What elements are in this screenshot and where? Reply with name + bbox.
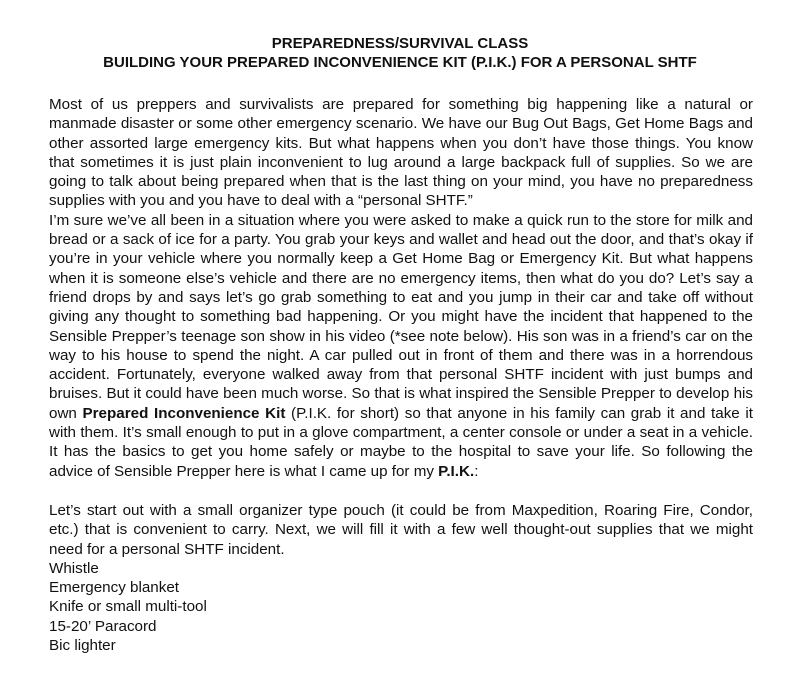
story-text-b: (P.I.K. for short) so that anyone in his family can grab it and take it with them. It’s small enough to put in a glove compartment, a center console or under a seat in a vehicle. It has the basics to get you home safely or maybe to the hospital to save your life. So following the advice of Sensible Prepper here is what I came up for my <box>49 404 753 480</box>
document-body <box>49 95 753 655</box>
supply-list <box>49 559 753 655</box>
pik-abbrev-bold: P.I.K. <box>438 462 475 480</box>
list-item: 15-20’ Paracord <box>49 617 157 635</box>
list-item: Emergency blanket <box>49 579 180 597</box>
pouch-paragraph: Let’s start out with a small organizer type pouch (it could be from Maxpedition, Roaring Fire, Condor, etc.) that is convenient to carry. Next, we will fill it with a few well thought-out supplies that we might need for a personal SHTF incident. <box>49 501 753 558</box>
intro-paragraph: Most of us preppers and survivalists are prepared for something big happening like a natural or manmade disaster or some other emergency scenario. We have our Bug Out Bags, Get Home Bags and other assorted large emergency kits. But what happens when you don’t have those things. You know that sometimes it is just plain inconvenient to lug around a large backpack full of supplies. So we are going to talk about being prepared when that is the last thing on your mind, you have no preparedness supplies with you and you have to deal with a “personal SHTF.” <box>49 96 753 210</box>
pik-name-bold: Prepared Inconvenience Kit <box>82 404 286 422</box>
story-paragraph <box>49 211 753 481</box>
class-title: PREPAREDNESS/SURVIVAL CLASS <box>271 35 529 52</box>
document-heading: BUILDING YOUR PREPARED INCONVENIENCE KIT (P.I.K.) FOR A PERSONAL SHTF <box>103 54 697 71</box>
story-text-c: : <box>474 462 479 480</box>
list-item: Knife or small multi-tool <box>49 598 207 616</box>
paragraph-spacer <box>49 481 753 501</box>
story-text-a: I’m sure we’ve all been in a situation where you were asked to make a quick run to the store for milk and bread or a sack of ice for a party. You grab your keys and wallet and head out the door, and that’s okay if you’re in your vehicle where you normally keep a Get Home Bag or Emergency Kit. But what happens when it is someone else’s vehicle and there are no emergency items, then what do you do? Let’s say a friend drops by and says let’s go grab something to eat and you jump in their car and take off without giving any thought to something bad happening. Or you might have the incident that happened to the Sensible Prepper’s teenage son show in his video (*see note below). His son was in a friend’s car on the way to his house to spend the night. A car pulled out in front of them and there was in a horrendous accident. Fortunately, everyone walked away from that personal SHTF incident with just bumps and bruises. But it could have been much worse. So that is what inspired the Sensible Prepper to develop his own <box>49 211 753 422</box>
list-item: Bic lighter <box>49 637 116 655</box>
list-item: Whistle <box>49 559 99 577</box>
